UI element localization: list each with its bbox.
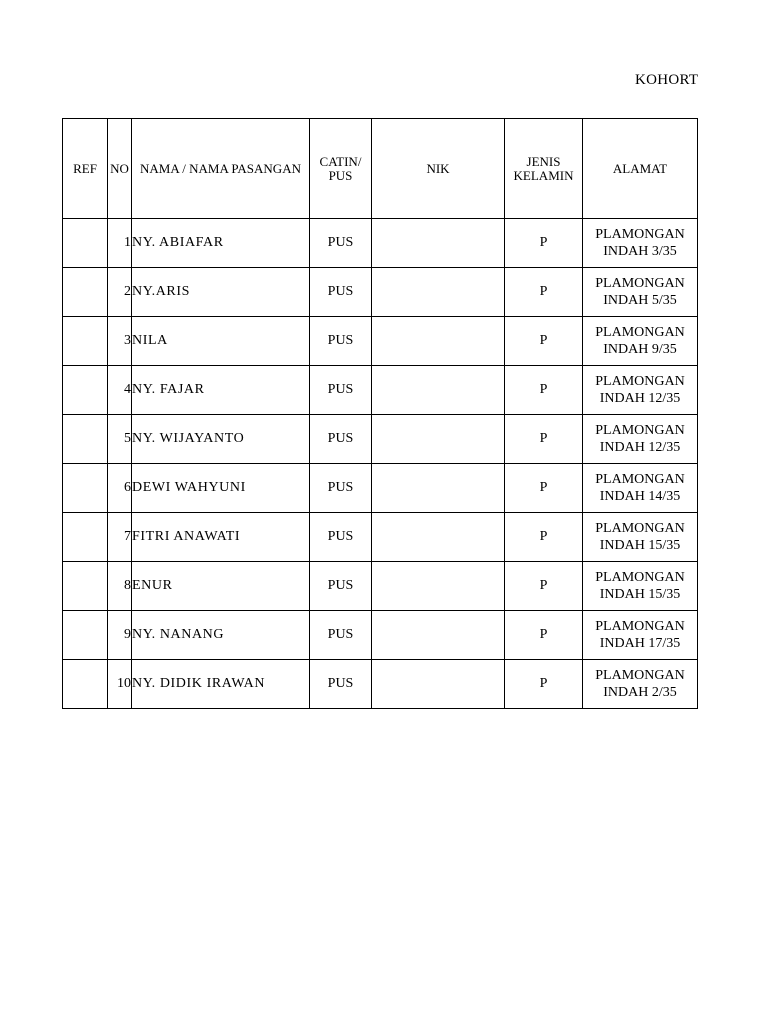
cell-alamat-line1: PLAMONGAN	[595, 668, 685, 683]
cell-alamat	[583, 219, 698, 268]
header-alamat: ALAMAT	[583, 119, 698, 219]
table-row	[63, 464, 698, 513]
cell-nama: FITRI ANAWATI	[132, 513, 310, 562]
cell-nama: NILA	[132, 317, 310, 366]
cell-alamat-line2: INDAH 12/35	[599, 391, 681, 406]
cell-alamat-line2: INDAH 15/35	[599, 538, 681, 553]
cell-nik	[372, 611, 505, 660]
cell-jenis-kelamin: P	[505, 464, 583, 513]
cell-alamat	[583, 513, 698, 562]
cell-ref	[63, 415, 108, 464]
document-title: KOHORT	[635, 72, 699, 88]
table-row	[63, 366, 698, 415]
cell-nama: NY. NANANG	[132, 611, 310, 660]
cell-ref	[63, 317, 108, 366]
table-row	[63, 219, 698, 268]
cell-jenis-kelamin: P	[505, 219, 583, 268]
cell-nik	[372, 219, 505, 268]
cell-alamat-line1: PLAMONGAN	[595, 472, 685, 487]
cell-alamat-line1: PLAMONGAN	[595, 276, 685, 291]
cell-nik	[372, 415, 505, 464]
cell-alamat-line1: PLAMONGAN	[595, 374, 685, 389]
cell-alamat-line2: INDAH 3/35	[603, 244, 677, 259]
cell-alamat-line2: INDAH 9/35	[603, 342, 677, 357]
cell-nik	[372, 366, 505, 415]
cell-no: 1	[108, 219, 132, 268]
cell-jenis-kelamin: P	[505, 513, 583, 562]
cell-nik	[372, 562, 505, 611]
cell-alamat	[583, 415, 698, 464]
header-jenis-kelamin	[505, 119, 583, 219]
cell-alamat-line2: INDAH 14/35	[599, 489, 681, 504]
cell-nik	[372, 317, 505, 366]
cell-catin: PUS	[310, 415, 372, 464]
cell-no: 10	[108, 660, 132, 709]
table-header-row	[63, 119, 698, 219]
header-catin-line1: CATIN/	[319, 153, 362, 169]
cell-no: 2	[108, 268, 132, 317]
cell-catin: PUS	[310, 611, 372, 660]
cell-no: 3	[108, 317, 132, 366]
cell-alamat-line1: PLAMONGAN	[595, 570, 685, 585]
cell-jenis-kelamin: P	[505, 611, 583, 660]
cell-ref	[63, 366, 108, 415]
cell-alamat	[583, 464, 698, 513]
cell-catin: PUS	[310, 317, 372, 366]
cell-catin: PUS	[310, 219, 372, 268]
cell-ref	[63, 219, 108, 268]
table-row	[63, 317, 698, 366]
cell-nama: NY. FAJAR	[132, 366, 310, 415]
cell-alamat	[583, 660, 698, 709]
cell-nama: NY. ABIAFAR	[132, 219, 310, 268]
cell-alamat	[583, 317, 698, 366]
cell-alamat	[583, 366, 698, 415]
cell-nik	[372, 464, 505, 513]
cell-alamat-line2: INDAH 5/35	[603, 293, 677, 308]
cell-alamat	[583, 268, 698, 317]
cell-ref	[63, 464, 108, 513]
header-jenis-line1: JENIS	[526, 153, 561, 169]
table-row	[63, 268, 698, 317]
cell-alamat-line1: PLAMONGAN	[595, 325, 685, 340]
cell-nama: DEWI WAHYUNI	[132, 464, 310, 513]
table-row	[63, 562, 698, 611]
cell-catin: PUS	[310, 513, 372, 562]
cell-alamat	[583, 611, 698, 660]
cell-jenis-kelamin: P	[505, 366, 583, 415]
cell-ref	[63, 660, 108, 709]
cell-ref	[63, 268, 108, 317]
cell-catin: PUS	[310, 366, 372, 415]
table-row	[63, 513, 698, 562]
cell-no: 8	[108, 562, 132, 611]
header-nik: NIK	[372, 119, 505, 219]
cell-nik	[372, 513, 505, 562]
cell-jenis-kelamin: P	[505, 317, 583, 366]
cell-nama: ENUR	[132, 562, 310, 611]
cell-ref	[63, 611, 108, 660]
table-row	[63, 660, 698, 709]
cell-alamat-line2: INDAH 2/35	[603, 685, 677, 700]
cell-no: 7	[108, 513, 132, 562]
cell-alamat-line1: PLAMONGAN	[595, 521, 685, 536]
cell-alamat-line2: INDAH 15/35	[599, 587, 681, 602]
cell-jenis-kelamin: P	[505, 660, 583, 709]
cell-nik	[372, 268, 505, 317]
cell-alamat	[583, 562, 698, 611]
cell-alamat-line1: PLAMONGAN	[595, 619, 685, 634]
header-no: NO	[108, 119, 132, 219]
cell-ref	[63, 562, 108, 611]
kohort-table	[62, 118, 698, 709]
cell-nama: NY. DIDIK IRAWAN	[132, 660, 310, 709]
cell-jenis-kelamin: P	[505, 415, 583, 464]
cell-no: 5	[108, 415, 132, 464]
header-nama: NAMA / NAMA PASANGAN	[132, 119, 310, 219]
cell-catin: PUS	[310, 660, 372, 709]
header-ref: REF	[63, 119, 108, 219]
cell-no: 4	[108, 366, 132, 415]
header-jenis-line2: KELAMIN	[513, 167, 574, 183]
cell-catin: PUS	[310, 268, 372, 317]
cell-nama: NY. WIJAYANTO	[132, 415, 310, 464]
table-row	[63, 415, 698, 464]
cell-ref	[63, 513, 108, 562]
header-catin	[310, 119, 372, 219]
cell-no: 6	[108, 464, 132, 513]
cell-alamat-line1: PLAMONGAN	[595, 423, 685, 438]
cell-alamat-line1: PLAMONGAN	[595, 227, 685, 242]
cell-nama: NY.ARIS	[132, 268, 310, 317]
header-catin-line2: PUS	[328, 167, 353, 183]
cell-catin: PUS	[310, 562, 372, 611]
cell-jenis-kelamin: P	[505, 268, 583, 317]
cell-jenis-kelamin: P	[505, 562, 583, 611]
cell-no: 9	[108, 611, 132, 660]
cell-catin: PUS	[310, 464, 372, 513]
table-row	[63, 611, 698, 660]
cell-alamat-line2: INDAH 17/35	[599, 636, 681, 651]
cell-nik	[372, 660, 505, 709]
table-body	[63, 219, 698, 709]
cell-alamat-line2: INDAH 12/35	[599, 440, 681, 455]
